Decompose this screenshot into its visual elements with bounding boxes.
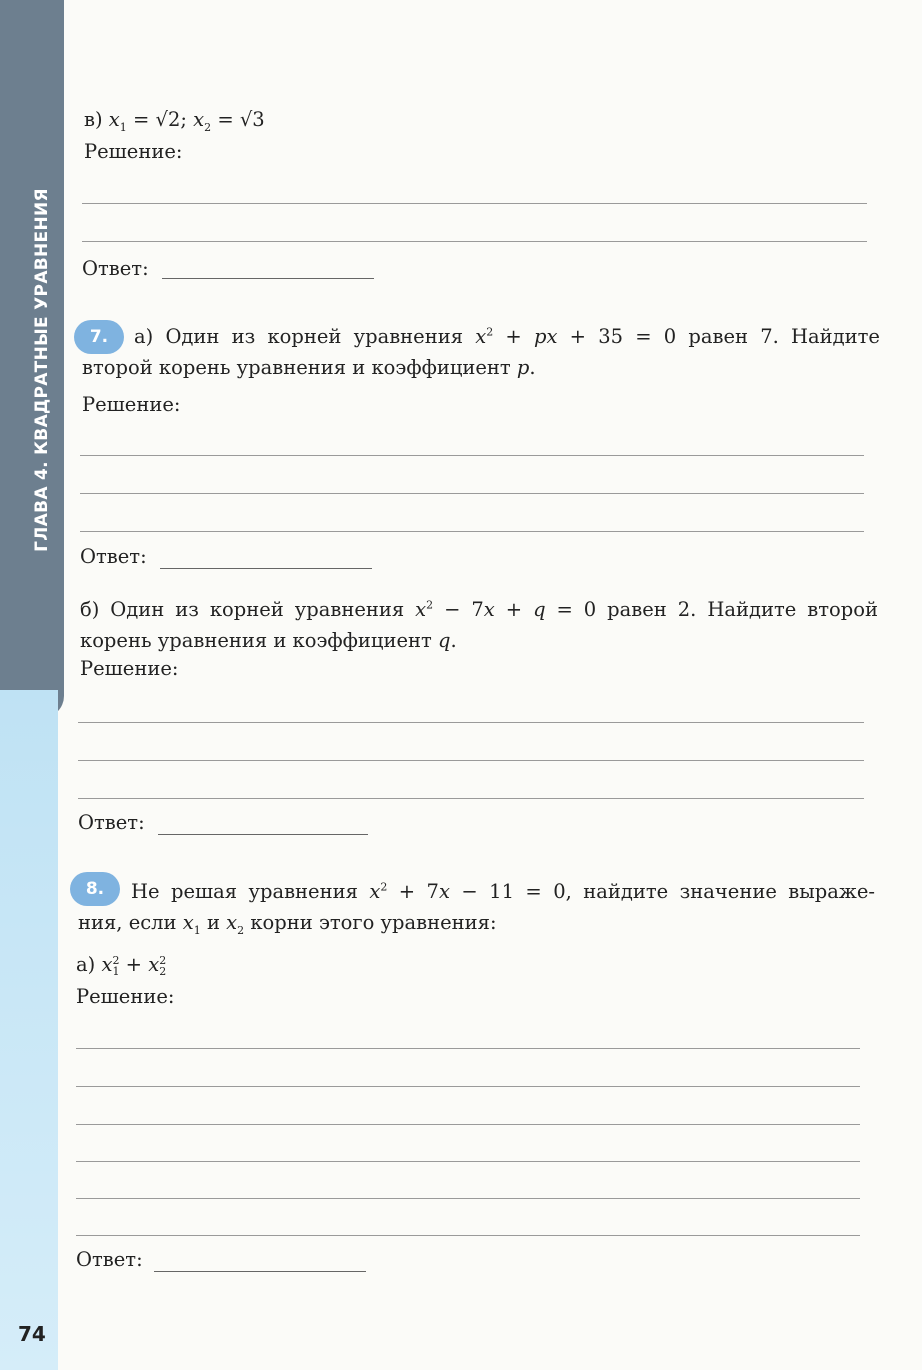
task7-number-badge: 7. [74, 320, 124, 354]
task8-condition-line1: Не решая уравнения $x^2 + 7x - 11 = 0$, найдите значение выраже- [131, 880, 875, 903]
task8a-solution-label: Решение: [76, 985, 175, 1008]
task7b-writing-line[interactable] [78, 798, 864, 799]
task7a-answer-line[interactable] [160, 568, 372, 569]
task8-number-badge: 8. [70, 872, 120, 906]
task7b-writing-line[interactable] [78, 760, 864, 761]
task6v-writing-line[interactable] [82, 241, 867, 242]
task8a-writing-line[interactable] [76, 1235, 860, 1236]
task7b-answer-line[interactable] [158, 834, 368, 835]
task7a-writing-line[interactable] [80, 455, 864, 456]
chapter-title: ГЛАВА 4. КВАДРАТНЫЕ УРАВНЕНИЯ [32, 188, 52, 552]
task7b-solution-label: Решение: [80, 657, 179, 680]
task6v-writing-line[interactable] [82, 203, 867, 204]
task6v-answer-line[interactable] [162, 278, 374, 279]
task8a-writing-line[interactable] [76, 1198, 860, 1199]
task7a-writing-line[interactable] [80, 531, 864, 532]
task8a-writing-line[interactable] [76, 1161, 860, 1162]
task7a-condition-line1: а) Один из корней уравнения $x^2$ + px + 35 = 0 равен 7. Найдите [134, 325, 880, 348]
sidebar-band-light [0, 690, 58, 1370]
task8a-writing-line[interactable] [76, 1086, 860, 1087]
task8a-answer-label: Ответ: [76, 1248, 143, 1271]
task7b-answer-label: Ответ: [78, 811, 145, 834]
task7a-condition-line2: второй корень уравнения и коэффициент p. [82, 356, 536, 379]
task7a-solution-label: Решение: [82, 393, 181, 416]
task7a-answer-label: Ответ: [80, 545, 147, 568]
task8-condition-line2: ния, если $x_1$ и $x_2$ корни этого уравнения: [78, 911, 497, 937]
task8a-expression: а) x 2 1 + x 2 2 [76, 953, 167, 978]
task6v-answer-label: Ответ: [82, 257, 149, 280]
task7b-condition-line1: б) Один из корней уравнения $x^2 - 7x + q = 0$ равен 2. Найдите второй [80, 598, 878, 621]
task8a-answer-line[interactable] [154, 1271, 366, 1272]
task6v-solution-label: Решение: [84, 140, 183, 163]
task8a-writing-line[interactable] [76, 1124, 860, 1125]
task7a-writing-line[interactable] [80, 493, 864, 494]
task7b-writing-line[interactable] [78, 722, 864, 723]
page-number: 74 [18, 1322, 46, 1346]
task6v-condition: в) $x_1 = √2$; $x_2 = √3$ [84, 108, 265, 134]
task8a-writing-line[interactable] [76, 1048, 860, 1049]
task7b-condition-line2: корень уравнения и коэффициент q. [80, 629, 457, 652]
